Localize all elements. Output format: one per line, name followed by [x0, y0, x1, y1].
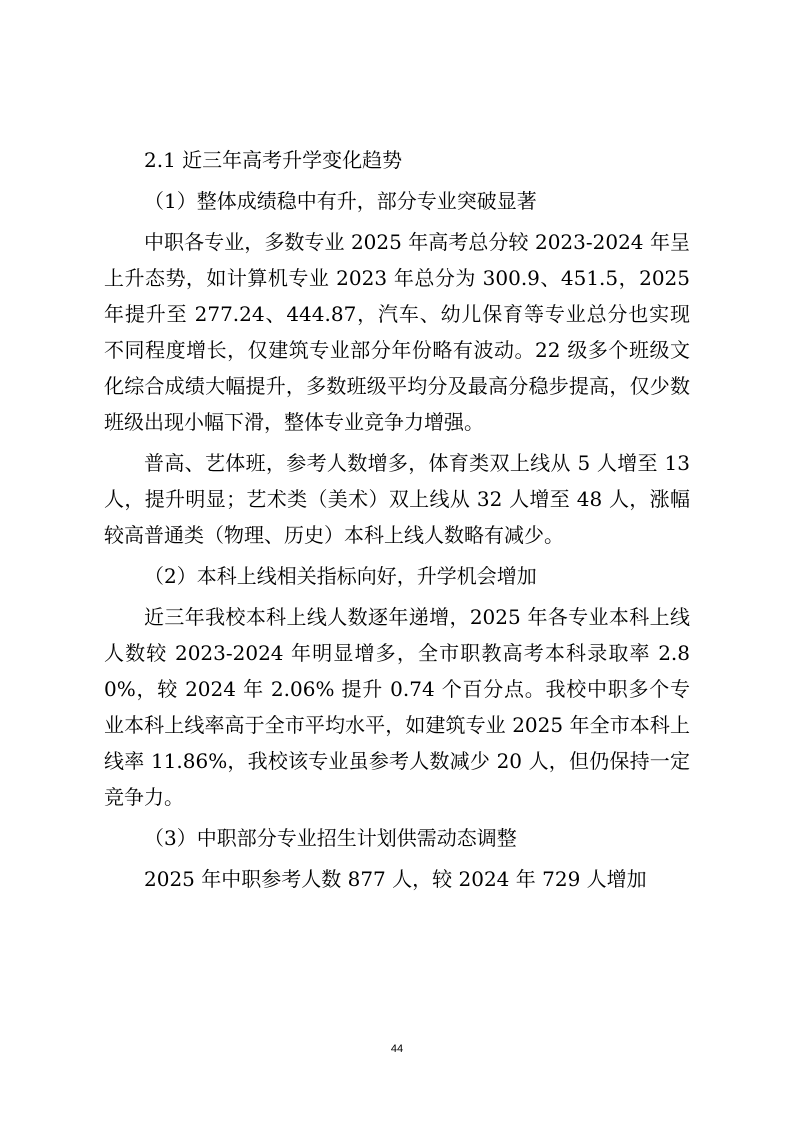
subheading-1: （1）整体成绩稳中有升，部分专业突破显著 [144, 189, 537, 213]
paragraph-3-1: 2025 年中职参考人数 877 人，较 2024 年 729 人增加 [144, 867, 647, 891]
subheading-2: （2）本科上线相关指标向好，升学机会增加 [144, 564, 537, 588]
page-number: 44 [390, 1043, 404, 1055]
paragraph-2-1: 近三年我校本科上线人数逐年递增，2025 年各专业本科上线人数较 2023-2024 年明显增多，全市职教高考本科录取率 2.80%，较 2024 年 2.06% 提升 0.74 个百分点。我校中职多个专业本科上线率高于全市平均水平，如建筑专业 2025 年全市本科上线率 11.86%，我校该专业虽参考人数减少 20 人，但仍保持一定竞争力。 [104, 605, 690, 809]
paragraph-1-2: 普高、艺体班，参考人数增多，体育类双上线从 5 人增至 13 人，提升明显；艺术类（美术）双上线从 32 人增至 48 人，涨幅较高普通类（物理、历史）本科上线人数略有减少。 [104, 451, 690, 547]
section-heading: 2.1 近三年高考升学变化趋势 [144, 148, 403, 172]
page-content [104, 142, 690, 902]
paragraph-1-1: 中职各专业，多数专业 2025 年高考总分较 2023-2024 年呈上升态势，如计算机专业 2023 年总分为 300.9、451.5，2025 年提升至 277.24、444.87，汽车、幼儿保育等专业总分也实现不同程度增长，仅建筑专业部分年份略有波动。22 级多个班级文化综合成绩大幅提升，多数班级平均分及最高分稳步提高，仅少数班级出现小幅下滑，整体专业竞争力增强。 [104, 230, 690, 434]
subheading-3: （3）中职部分专业招生计划供需动态调整 [144, 826, 517, 850]
